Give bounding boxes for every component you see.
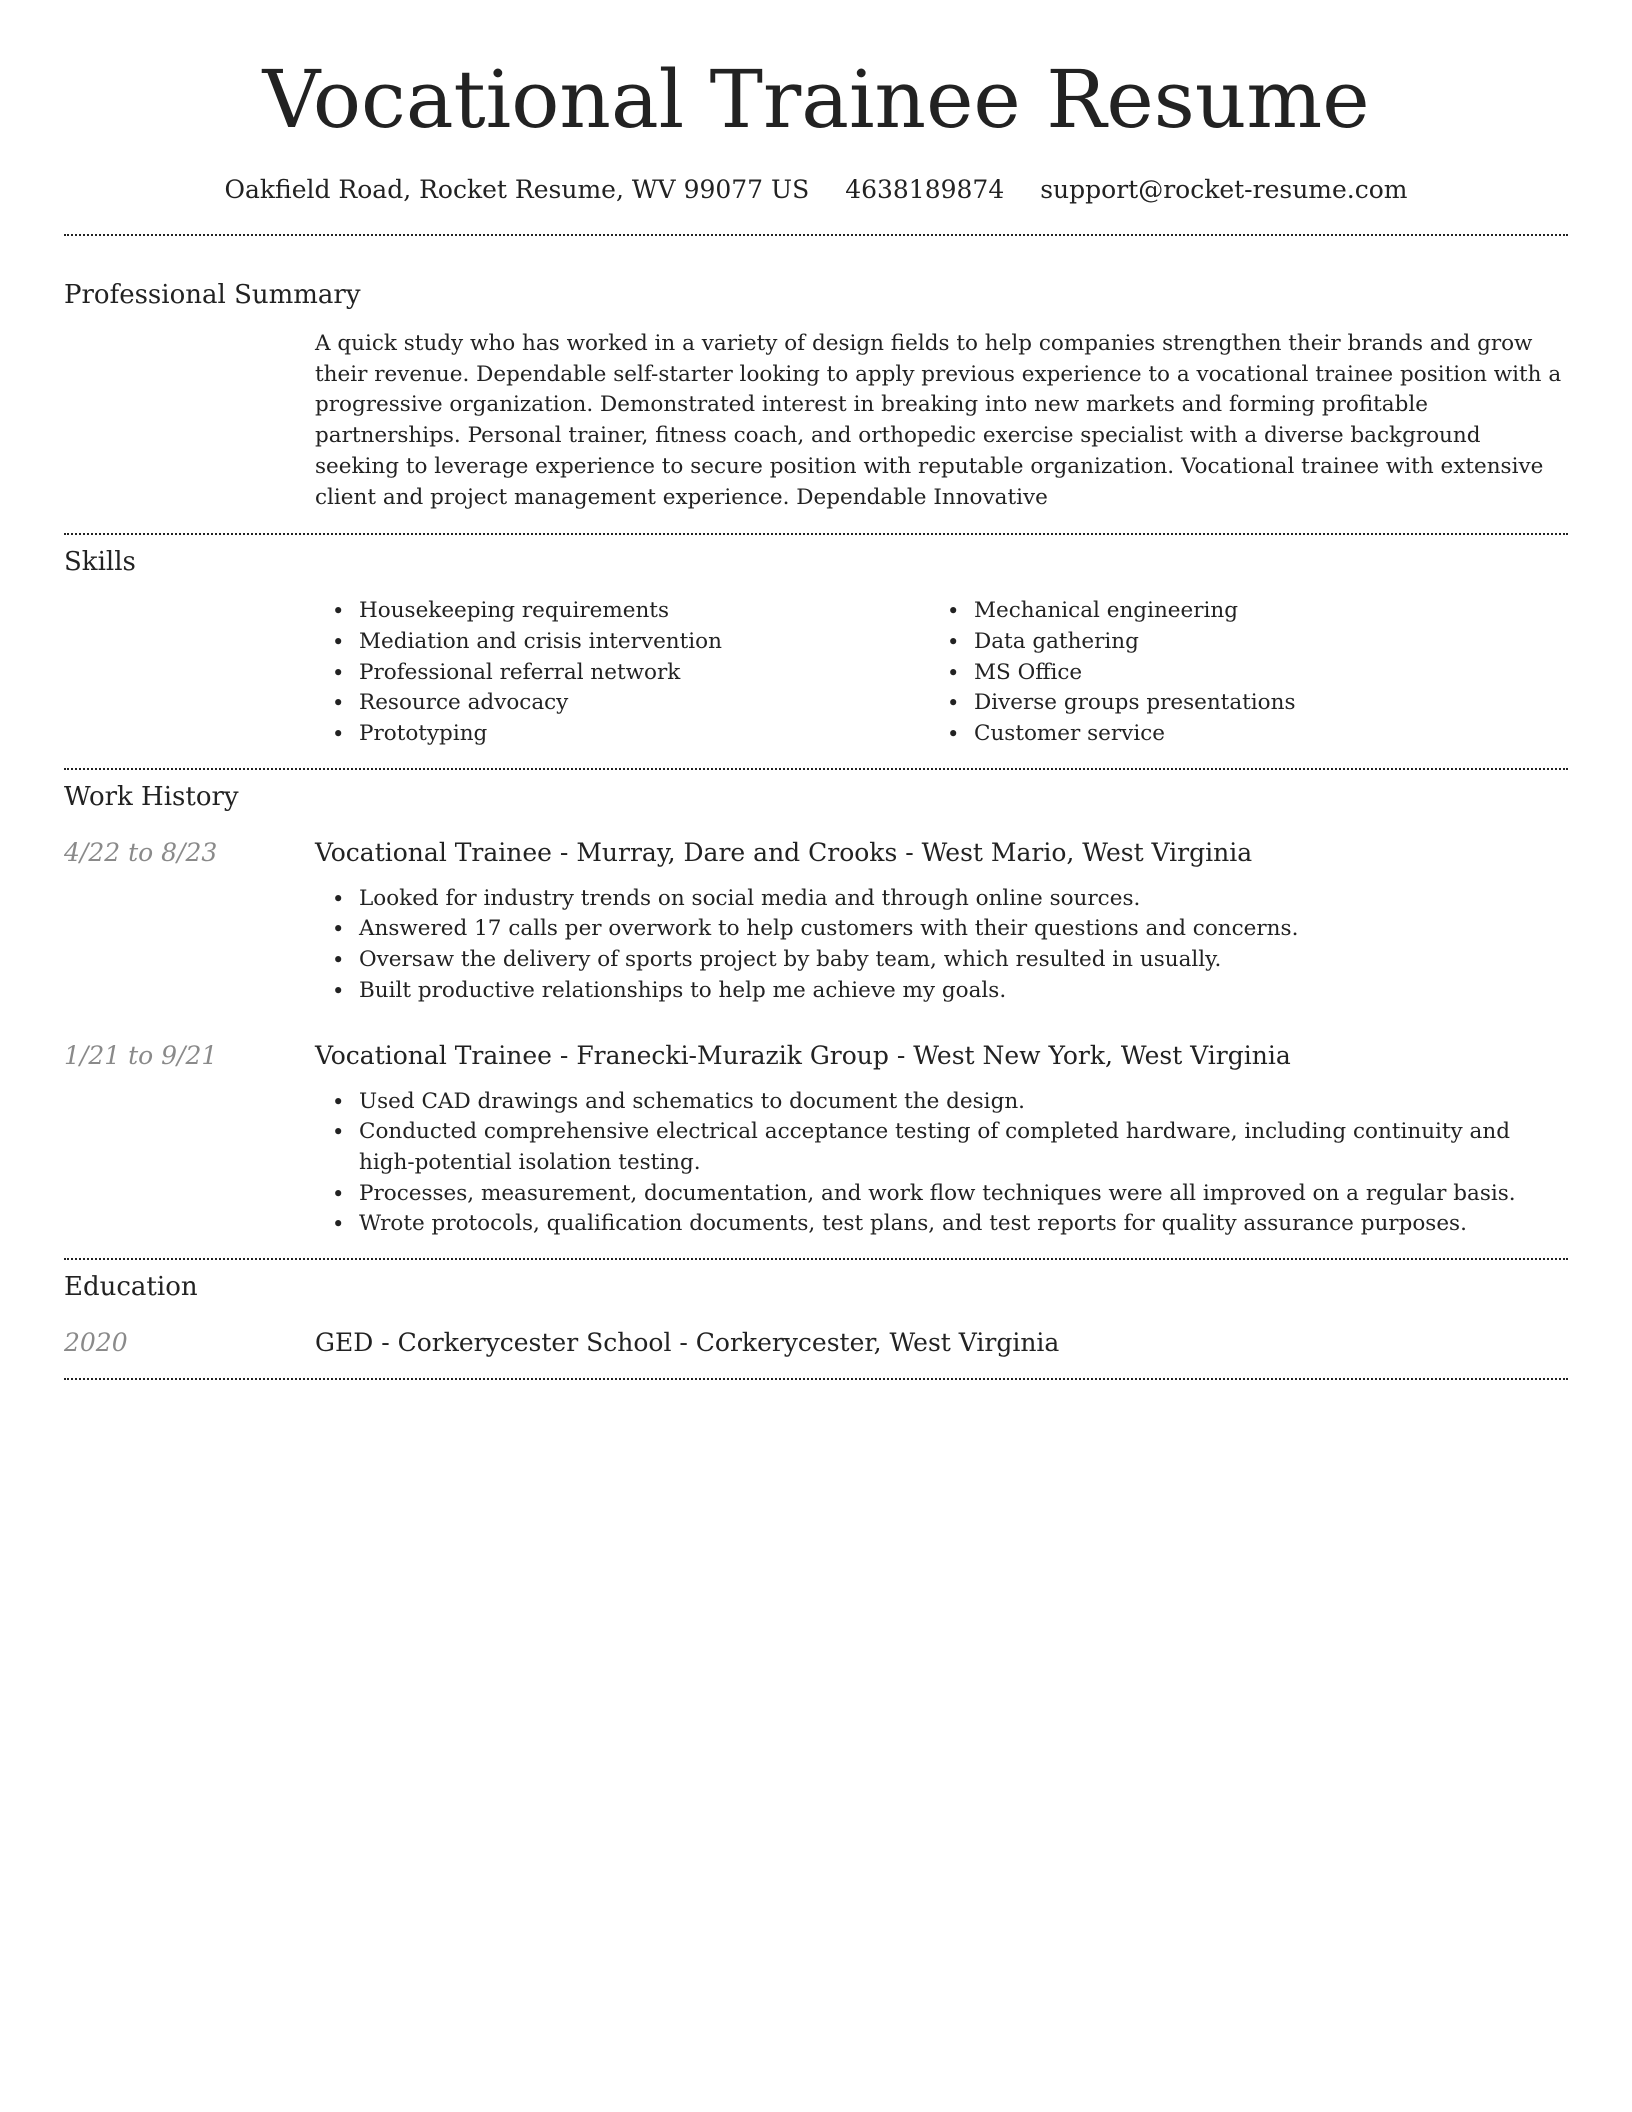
bullet-icon: • [332, 978, 345, 1003]
bullet-icon: • [947, 629, 960, 654]
education-heading: Education [64, 1272, 198, 1303]
skill-label: MS Office [974, 659, 1083, 685]
contact-email: support@rocket-resume.com [1040, 175, 1408, 204]
job-bullet [332, 1179, 1568, 1210]
education-year: 2020 [64, 1328, 128, 1358]
bullet-icon: • [947, 722, 960, 747]
bullet-icon: • [332, 1181, 345, 1206]
education-title: GED - Corkerycester School - Corkerycester, West Virginia [315, 1328, 1060, 1358]
bullet-icon: • [332, 886, 345, 911]
bullet-icon: • [332, 948, 345, 973]
job-bullet-text: Wrote protocols, qualification documents, test plans, and test reports for quality assurance purposes. [359, 1211, 1467, 1237]
skills-heading: Skills [64, 547, 136, 578]
summary-heading: Professional Summary [64, 280, 361, 310]
job-title: Vocational Trainee - Franecki-Murazik Group - West New York, West Virginia [315, 1040, 1291, 1070]
skills-column-left [315, 596, 930, 750]
job-dates: 1/21 to 9/21 [64, 1040, 218, 1070]
job-bullets [315, 1087, 1568, 1241]
bullet-icon: • [332, 599, 345, 624]
skills-column-right [930, 596, 1545, 750]
bullet-icon: • [947, 660, 960, 685]
divider [64, 1378, 1568, 1380]
job-bullet [332, 1209, 1568, 1240]
job-bullet-text: Oversaw the delivery of sports project by baby team, which resulted in usually. [359, 947, 1222, 973]
bullet-icon: • [332, 722, 345, 747]
summary-section [64, 236, 1568, 513]
job-entry [64, 836, 1568, 1007]
job-bullet-text: Used CAD drawings and schematics to document the design. [359, 1088, 1026, 1114]
bullet-icon: • [947, 599, 960, 624]
skill-item [947, 688, 1545, 719]
job-bullet-text: Answered 17 calls per overwork to help customers with their questions and concerns. [359, 916, 1299, 942]
skill-label: Resource advocacy [359, 690, 569, 716]
resume-title: Vocational Trainee Resume [262, 53, 1370, 146]
bullet-icon: • [332, 917, 345, 942]
contact-address: Oakfield Road, Rocket Resume, WV 99077 US [224, 175, 810, 204]
job-bullet [332, 976, 1568, 1007]
bullet-icon: • [332, 660, 345, 685]
contact-line [64, 174, 1568, 206]
education-entry [64, 1326, 1568, 1360]
skill-item [332, 658, 930, 689]
job-bullet [332, 914, 1568, 945]
bullet-icon: • [332, 1212, 345, 1237]
job-bullet-text: Looked for industry trends on social media and through online sources. [359, 885, 1141, 911]
skills-list-left [315, 596, 930, 750]
resume-page [64, 0, 1568, 1380]
skill-item [947, 719, 1545, 750]
job-bullet [332, 945, 1568, 976]
bullet-icon: • [947, 691, 960, 716]
bullet-icon: • [332, 1120, 345, 1145]
job-content [315, 836, 1568, 1007]
skills-columns [315, 596, 1568, 750]
job-bullet-text: Conducted comprehensive electrical acceptance testing of completed hardware, including continuity and high-potential isolation testing. [359, 1119, 1510, 1175]
skill-item [332, 627, 930, 658]
contact-phone: 4638189874 [845, 175, 1005, 204]
job-bullet [332, 1087, 1568, 1118]
job-bullet-text: Processes, measurement, documentation, and work flow techniques were all improved on a regular basis. [359, 1180, 1516, 1206]
work-section [64, 770, 1568, 1240]
job-bullet-text: Built productive relationships to help me achieve my goals. [359, 977, 1007, 1003]
skill-label: Data gathering [974, 628, 1139, 654]
job-content [315, 1039, 1568, 1241]
skill-label: Customer service [974, 721, 1165, 747]
job-entry [64, 1039, 1568, 1241]
job-bullet [332, 884, 1568, 915]
skill-label: Professional referral network [359, 659, 681, 685]
skill-item [332, 688, 930, 719]
skill-label: Mediation and crisis intervention [359, 628, 722, 654]
skills-content [315, 596, 1568, 750]
skill-label: Prototyping [359, 721, 488, 747]
skill-item [332, 596, 930, 627]
bullet-icon: • [332, 629, 345, 654]
job-title: Vocational Trainee - Murray, Dare and Crooks - West Mario, West Virginia [315, 837, 1253, 867]
skill-label: Mechanical engineering [974, 598, 1239, 624]
skill-item [947, 596, 1545, 627]
education-content [315, 1326, 1568, 1360]
job-bullet [332, 1117, 1568, 1178]
job-dates: 4/22 to 8/23 [64, 837, 218, 867]
summary-text: A quick study who has worked in a variety of design fields to help companies strengthen their brands and grow their revenue. Dependable self-starter looking to apply previous experience to a vocational trainee position with a progressive organization. Demonstrated interest in breaking into new markets and forming profitable partnerships. Personal trainer, fitness coach, and orthopedic exercise specialist with a diverse background seeking to leverage experience to secure position with reputable organization. Vocational trainee with extensive client and project management experience. Dependable Innovative [315, 331, 1562, 510]
skill-label: Housekeeping requirements [359, 598, 669, 624]
skills-list-right [930, 596, 1545, 750]
job-bullets [315, 884, 1568, 1007]
skill-label: Diverse groups presentations [974, 690, 1296, 716]
skill-item [947, 627, 1545, 658]
skill-item [947, 658, 1545, 689]
education-section [64, 1260, 1568, 1360]
bullet-icon: • [332, 1089, 345, 1114]
skill-item [332, 719, 930, 750]
work-heading: Work History [64, 781, 239, 812]
skills-section [64, 535, 1568, 750]
bullet-icon: • [332, 691, 345, 716]
summary-content [315, 329, 1568, 513]
